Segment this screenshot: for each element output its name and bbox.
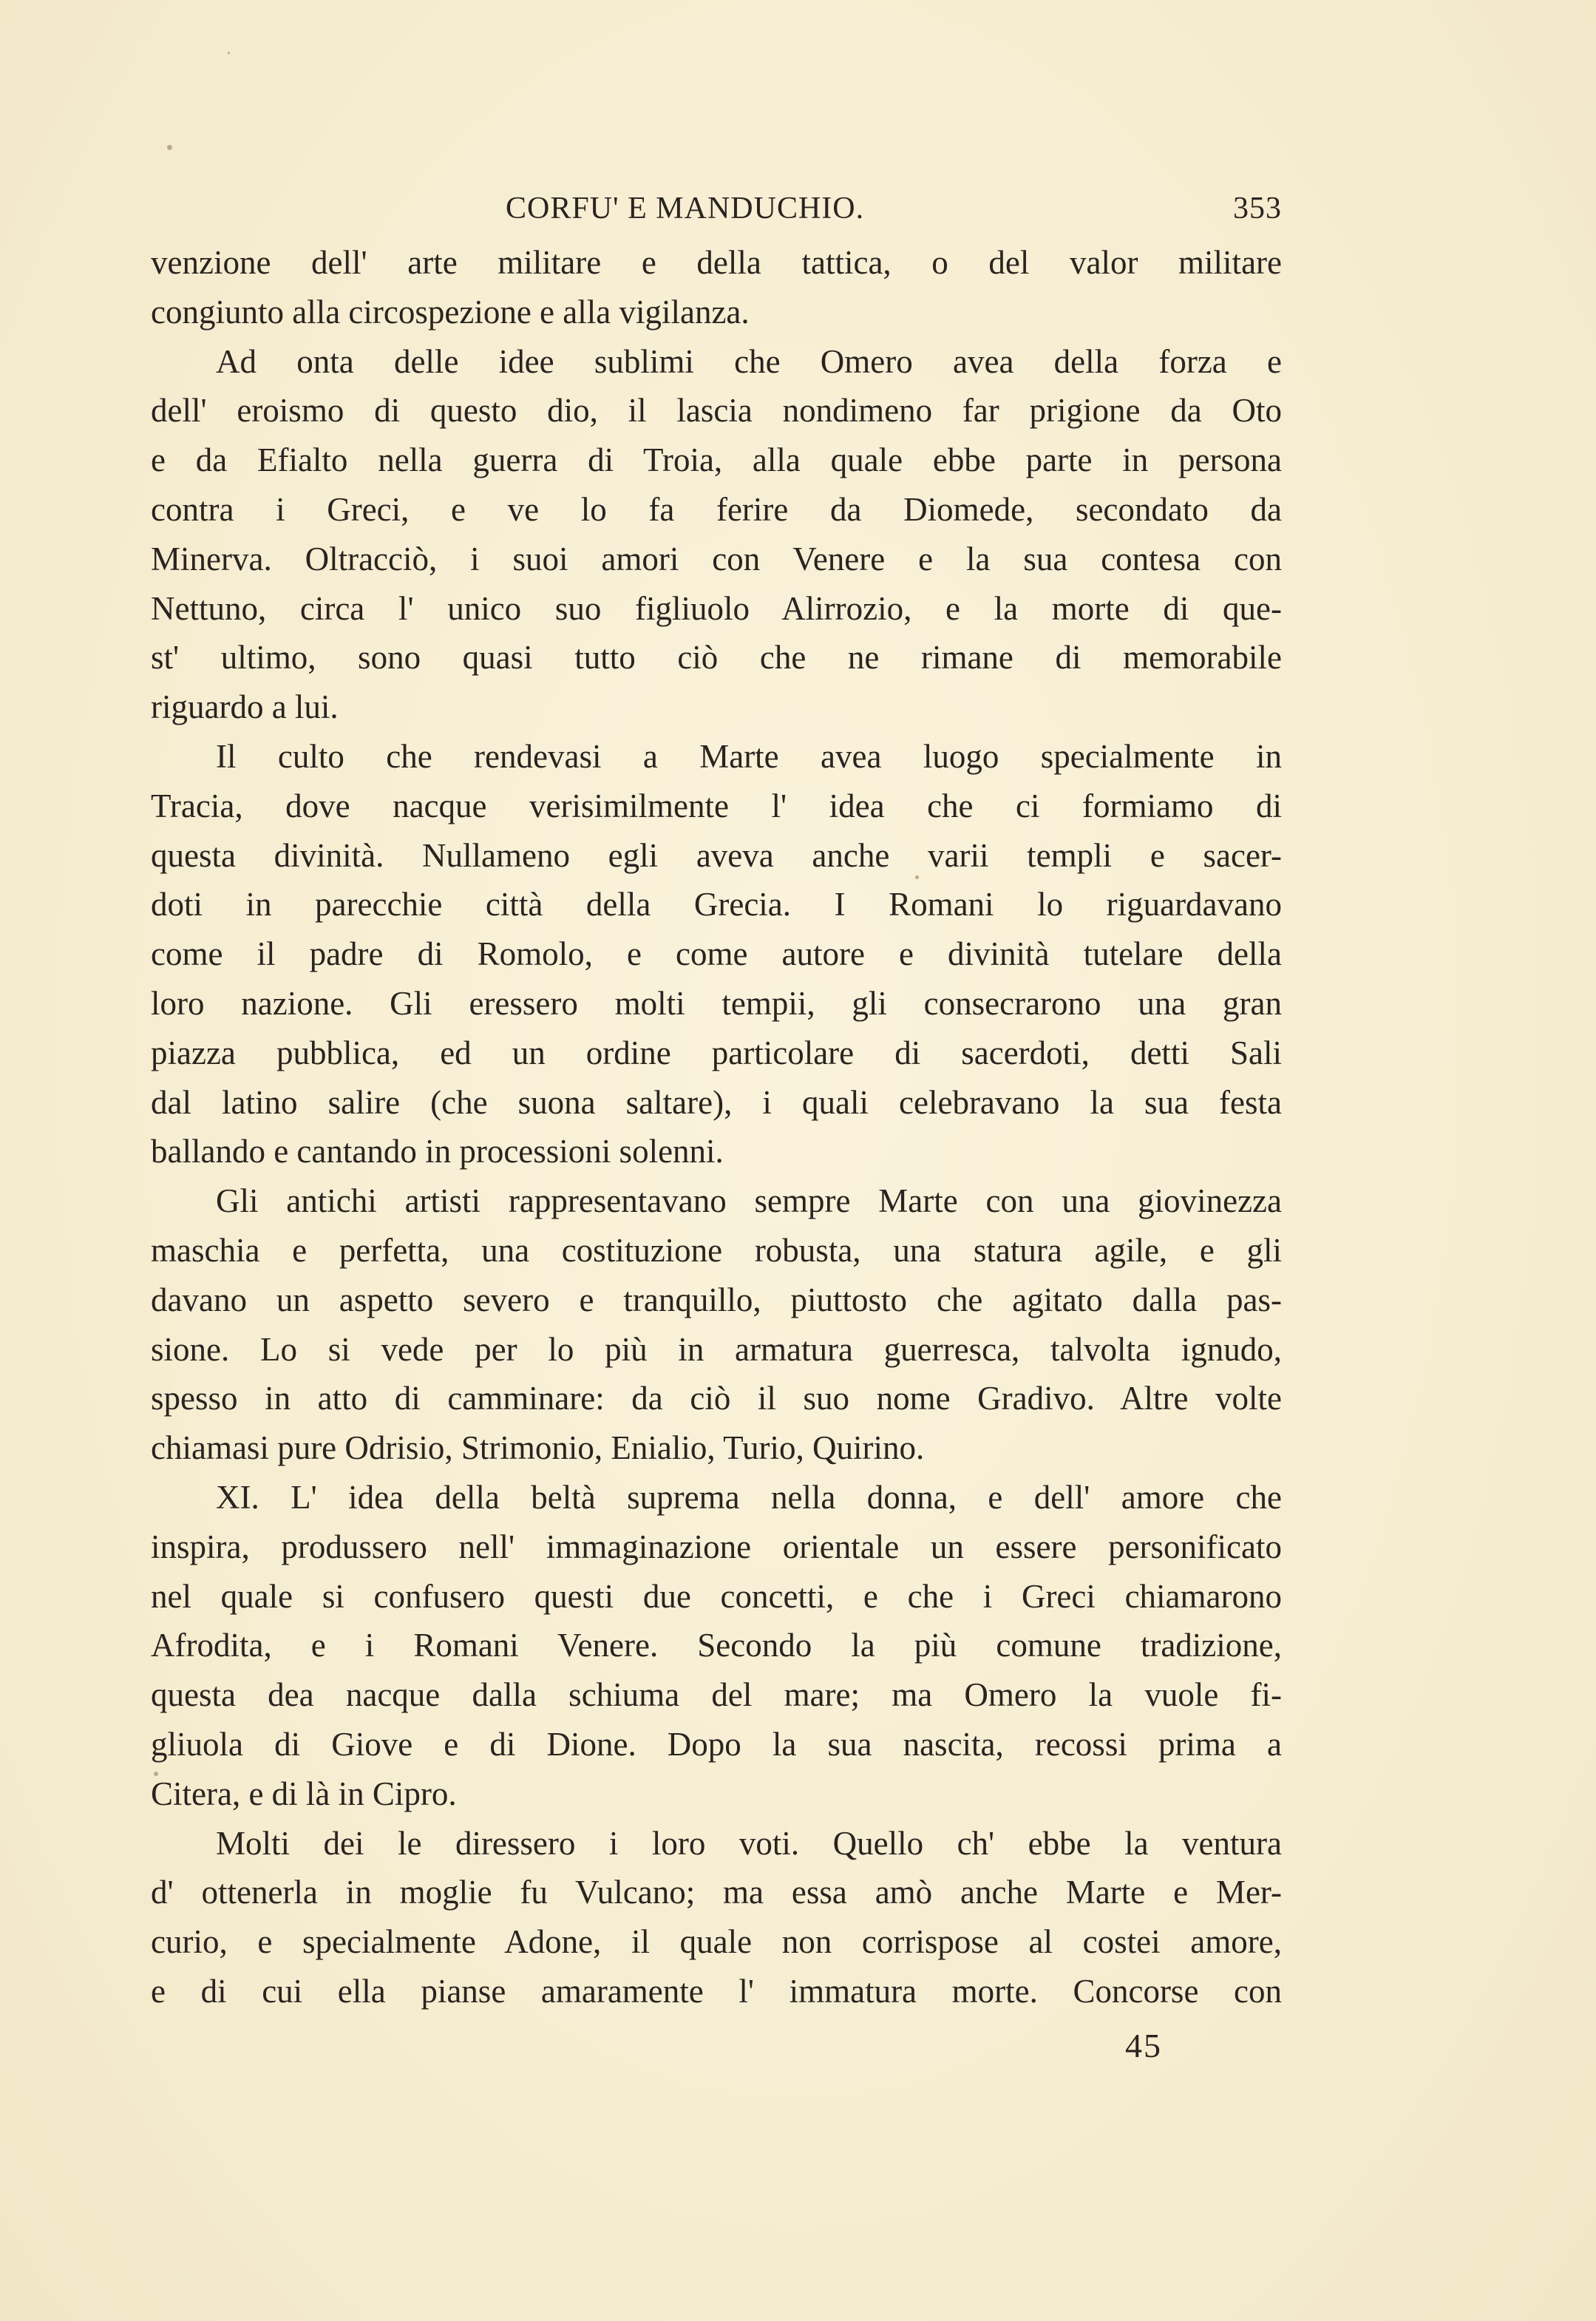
text-line: venzione dell' arte militare e della tattica, o del valor militare [151,244,1282,281]
text-line: dal latino salire (che suona saltare), i quali celebravano la sua festa [151,1083,1282,1121]
text-line: Citera, e di là in Cipro. [151,1775,457,1812]
text-line: sione. Lo si vede per lo più in armatura guerresca, talvolta ignudo, [151,1330,1282,1368]
text-line: nel quale si confusero questi due concetti, e che i Greci chiamarono [151,1577,1282,1615]
text-line: Ad onta delle idee sublimi che Omero avea della forza e [216,342,1282,380]
text-line: questa dea nacque dalla schiuma del mare; ma Omero la vuole fi- [151,1676,1282,1714]
text-line: XI. L' idea della beltà suprema nella donna, e dell' amore che [216,1478,1282,1516]
text-line: congiunto alla circospezione e alla vigilanza. [151,293,750,331]
text-line: dell' eroismo di questo dio, il lascia nondimeno far prigione da Oto [151,392,1282,430]
text-line: ballando e cantando in processioni solenni. [151,1133,724,1170]
running-head [151,191,1282,235]
text-line: come il padre di Romolo, e come autore e divinità tutelare della [151,935,1282,973]
text-line: st' ultimo, sono quasi tutto ciò che ne rimane di memorabile [151,639,1282,677]
text-line: curio, e specialmente Adone, il quale non corrispose al costei amore, [151,1923,1282,1961]
text-line: doti in parecchie città della Grecia. I Romani lo riguardavano [151,886,1282,924]
text-line: e di cui ella pianse amaramente l' immatura morte. Concorse con [151,1972,1282,2010]
running-title: CORFU' E MANDUCHIO. [506,192,865,226]
paper-speck [167,145,172,150]
text-line: loro nazione. Gli eressero molti tempii, gli consecrarono una gran [151,984,1282,1022]
text-line: Nettuno, circa l' unico suo figliuolo Alirrozio, e la morte di que- [151,589,1282,627]
text-line: d' ottenerla in moglie fu Vulcano; ma essa amò anche Marte e Mer- [151,1874,1282,1911]
text-line: piazza pubblica, ed un ordine particolare di sacerdoti, detti Sali [151,1034,1282,1071]
text-line: contra i Greci, e ve lo fa ferire da Diomede, secondato da [151,490,1282,528]
text-line: spesso in atto di camminare: da ciò il suo nome Gradivo. Altre volte [151,1380,1282,1417]
body-text [151,238,1282,2016]
text-line: questa divinità. Nullameno egli aveva anche varii templi e sacer- [151,836,1282,874]
text-line: davano un aspetto severo e tranquillo, piuttosto che agitato dalla pas- [151,1281,1282,1318]
text-line: Molti dei le diressero i loro voti. Quello ch' ebbe la ventura [216,1824,1282,1862]
signature-mark: 45 [1125,2027,1162,2064]
text-line: Minerva. Oltracciò, i suoi amori con Venere e la sua contesa con [151,540,1282,577]
text-line: Tracia, dove nacque verisimilmente l' idea che ci formiamo di [151,787,1282,824]
text-line: maschia e perfetta, una costituzione robusta, una statura agile, e gli [151,1231,1282,1269]
text-line: inspira, produssero nell' immaginazione orientale un essere personificato [151,1528,1282,1565]
text-line: chiamasi pure Odrisio, Strimonio, Enialio, Turio, Quirino. [151,1429,925,1467]
text-line: riguardo a lui. [151,688,339,726]
paper-speck [228,52,230,54]
text-line: Gli antichi artisti rappresentavano sempre Marte con una giovinezza [216,1182,1282,1220]
text-line: e da Efialto nella guerra di Troia, alla quale ebbe parte in persona [151,441,1282,479]
text-line: Il culto che rendevasi a Marte avea luogo specialmente in [216,737,1282,775]
text-line: gliuola di Giove e di Dione. Dopo la sua nascita, recossi prima a [151,1725,1282,1763]
page-number: 353 [1233,192,1282,226]
text-line: Afrodita, e i Romani Venere. Secondo la più comune tradizione, [151,1627,1282,1664]
